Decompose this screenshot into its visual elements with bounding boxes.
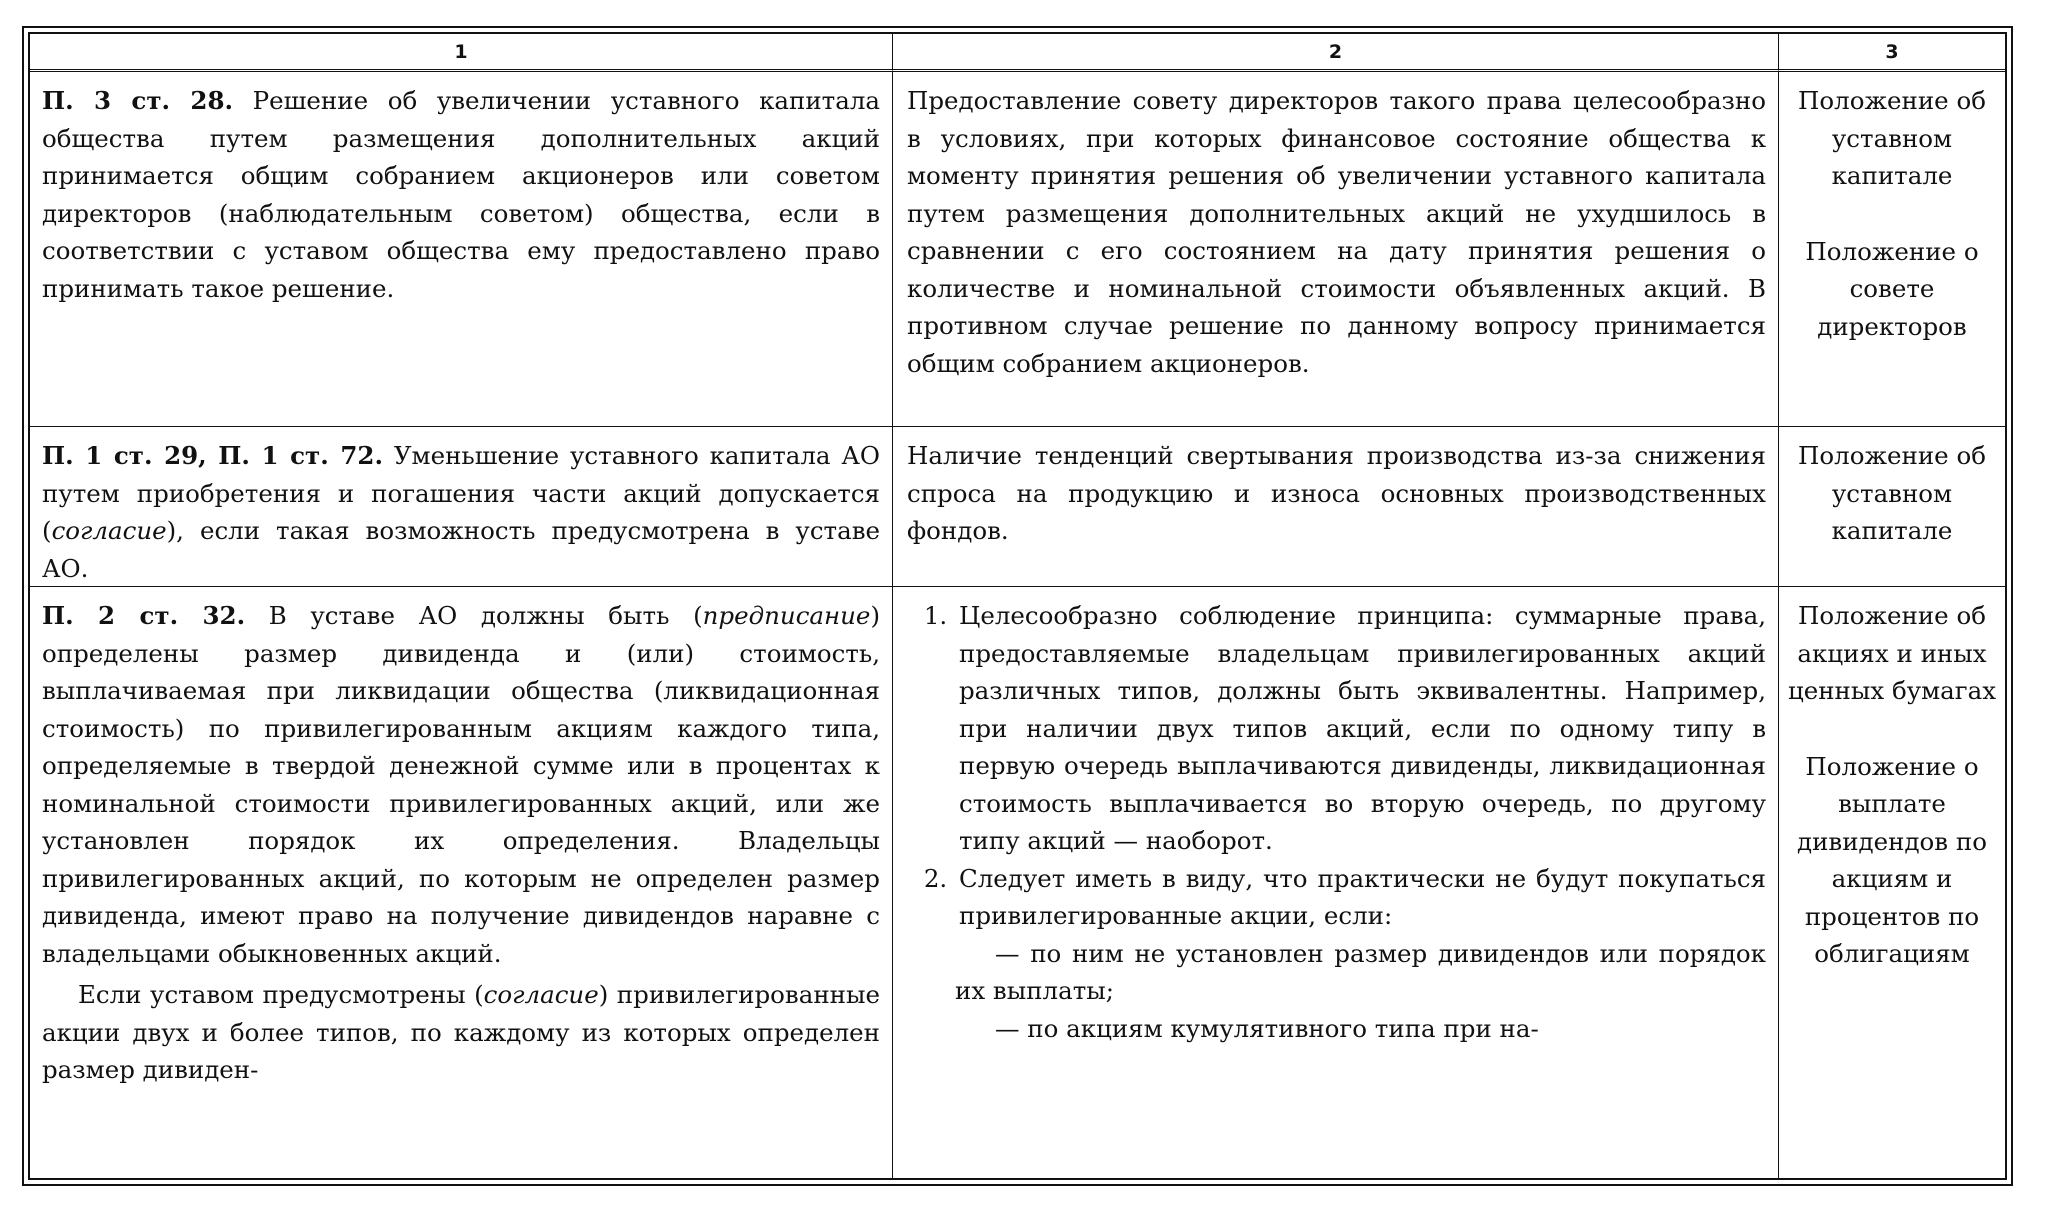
provision-text: ) привилегированные акции двух и более типов, по каждому из которых определен размер дивиден- xyxy=(42,980,880,1084)
provision-text: Уменьшение уставного капитала АО путем приобретения и погашения части акций допускается ( xyxy=(42,441,880,545)
list-item: 1. Целесообразно соблюдение принципа: суммарные права, предоставляемые владельцам привилегированных акций различных типов, должны быть эквивалентны. Например, при наличии двух типов акций, если по одному типу в первую очередь выплачиваются дивиденды, ликвидационная стоимость выплачивается во вторую очередь, по другому типу акций — наоборот. xyxy=(955,597,1766,860)
document-name: Положение об уставном капитале xyxy=(1798,86,1986,190)
article-reference: П. 2 ст. 32. xyxy=(42,601,246,630)
header-col-2: 2 xyxy=(893,34,1779,72)
provision-type: согласие xyxy=(51,516,167,545)
row-1-provision xyxy=(30,72,893,427)
article-reference: П. 1 ст. 29, П. 1 ст. 72. xyxy=(42,441,383,470)
row-3-recommendation xyxy=(893,587,1779,1178)
row-3-documents xyxy=(1779,587,2005,1178)
provision-type: предписание xyxy=(702,601,871,630)
document-name: Положение о выплате дивидендов по акциям и процентов по облигациям xyxy=(1797,751,1987,968)
row-3-provision xyxy=(30,587,893,1178)
page xyxy=(22,26,2013,1186)
recommendation-text: Наличие тенденций свертывания производства из-за снижения спроса на продукцию и износа основных производственных фондов. xyxy=(907,441,1766,545)
provision-text: Решение об увеличении уставного капитала общества путем размещения дополнительных акций принимается общим собранием акционеров или советом директоров (наблюдательным советом) общества, если в соответствии с уставом общества ему предоставлено право принимать такое решение. xyxy=(42,86,880,303)
list-item-text: Следует иметь в виду, что практически не будут покупаться привилегированные акции, если: xyxy=(959,863,1766,930)
header-col-3: 3 xyxy=(1779,34,2005,72)
article-reference: П. 3 ст. 28. xyxy=(42,86,234,115)
document-name: Положение об акциях и иных ценных бумагах xyxy=(1787,601,1997,705)
table xyxy=(30,34,2005,1178)
row-2-provision xyxy=(30,427,893,587)
row-1-documents xyxy=(1779,72,2005,427)
recommendation-list xyxy=(907,597,1766,935)
document-name: Положение об уставном капитале xyxy=(1798,441,1986,545)
row-2-documents xyxy=(1779,427,2005,587)
recommendation-text: Предоставление совету директоров такого права целесообразно в условиях, при которых финансовое состояние общества к моменту принятия решения об увеличении уставного капитала путем размещения дополнительных акций не ухудшилось в сравнении с его состоянием на дату принятия решения о количестве и номинальной стоимости объявленных акций. В противном случае решение по данному вопросу принимается общим собранием акционеров. xyxy=(907,86,1766,378)
row-2-recommendation xyxy=(893,427,1779,587)
header-col-1: 1 xyxy=(30,34,893,72)
provision-text: Если уставом предусмотрены ( xyxy=(78,980,484,1009)
dash-item: — по ним не установлен размер дивидендов или порядок их выплаты; xyxy=(955,938,1766,1005)
table-frame xyxy=(28,32,2007,1180)
document-name: Положение о совете директоров xyxy=(1805,236,1979,341)
provision-text: ), если такая возможность предусмотрена в уставе АО. xyxy=(42,516,880,583)
dash-item: — по акциям кумулятивного типа при на- xyxy=(995,1013,1539,1043)
provision-text: ) определены размер дивиденда и (или) стоимость, выплачиваемая при ликвидации общества (ликвидационная стоимость) по привилегированным акциям каждого типа, определяемые в твердой денежной сумме или в процентах к номинальной стоимости привилегированных акций, или же установлен порядок их определения. Владельцы привилегированных акций, по которым не определен размер дивиденда, имеют право на получение дивидендов наравне с владельцами обыкновенных акций. xyxy=(42,601,880,968)
provision-text: В уставе АО должны быть ( xyxy=(245,601,703,630)
row-1-recommendation xyxy=(893,72,1779,427)
provision-type: согласие xyxy=(483,980,599,1009)
list-item xyxy=(955,860,1766,935)
